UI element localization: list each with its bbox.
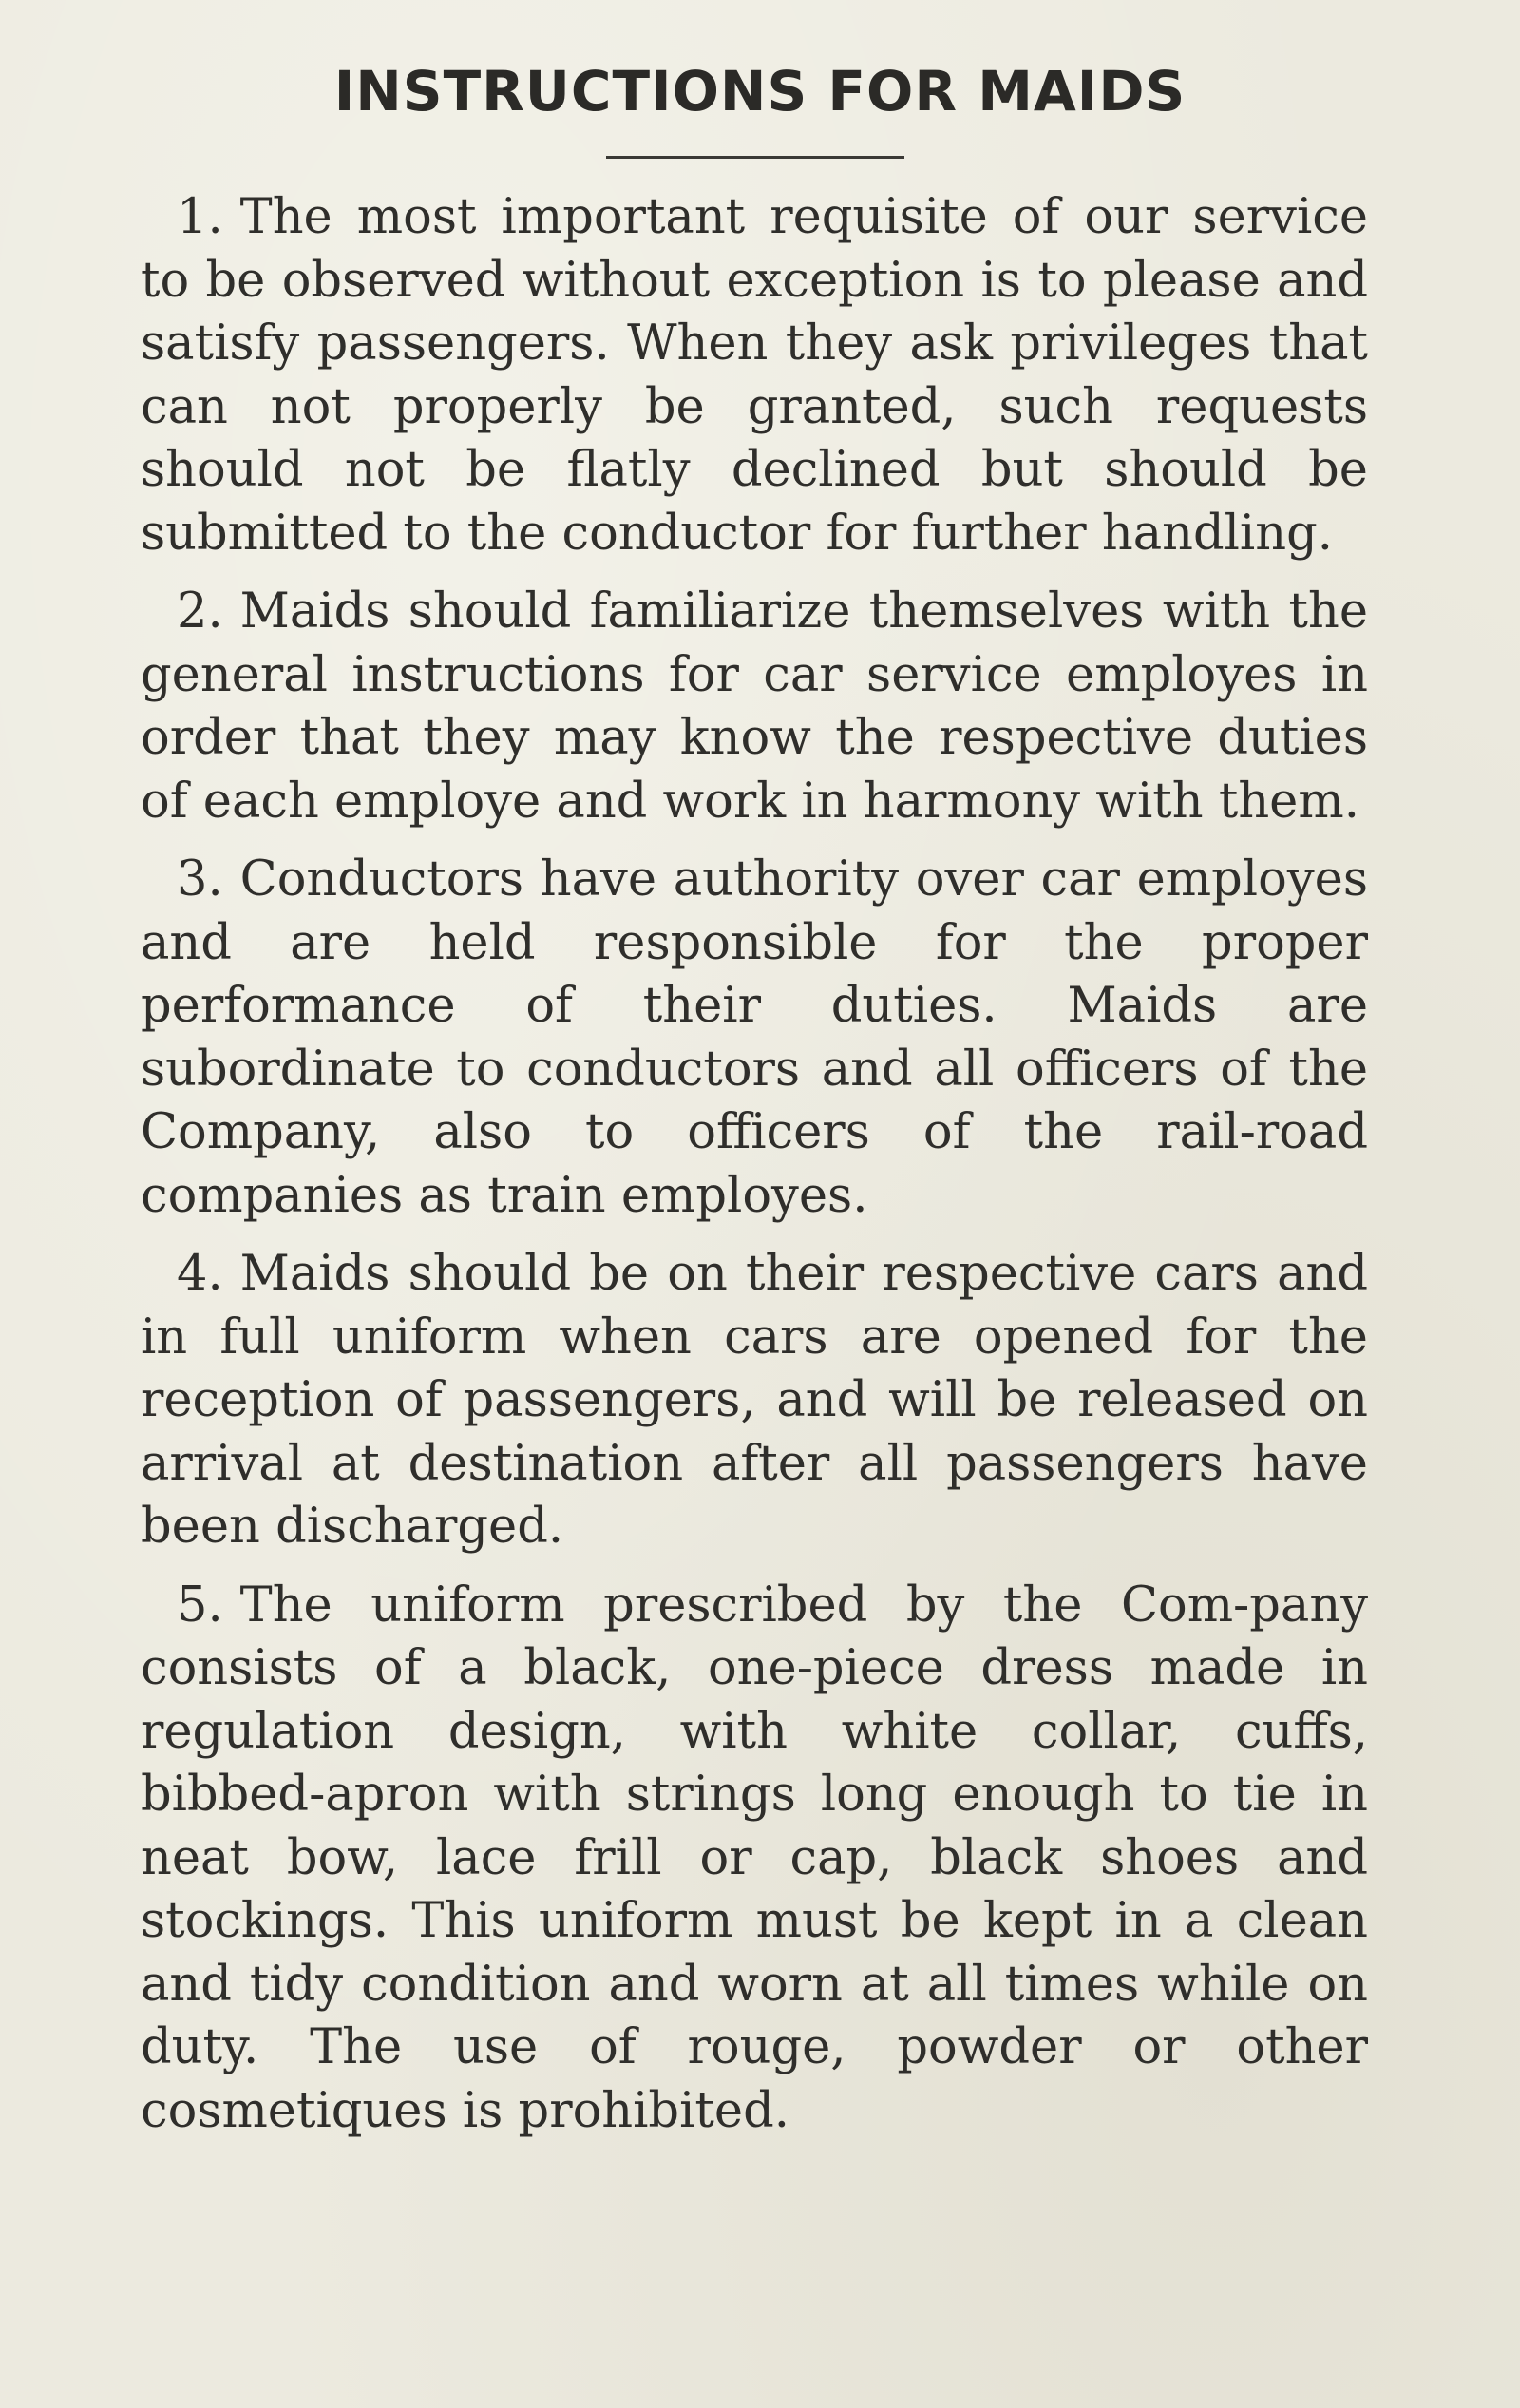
paragraph-number: 2.: [177, 583, 223, 640]
paragraph-text: The most important requisite of our service to be observed without exception is to please and satisfy passengers. When they ask privileges that can not properly be granted, such requests should not be flatly declined but should be submitted to the conductor for further handling.: [141, 189, 1368, 562]
instruction-paragraph-5: [141, 1575, 1368, 2144]
paragraph-text: Maids should be on their respective cars and in full uniform when cars are opened for the reception of passengers, and will be released on arrival at destination after all passengers have been discharged.: [141, 1246, 1368, 1555]
instruction-paragraph-4: [141, 1243, 1368, 1559]
paragraph-number: 4.: [177, 1246, 223, 1302]
instructions-body: [141, 186, 1368, 2158]
paragraph-number: 1.: [177, 189, 223, 245]
paragraph-text: The uniform prescribed by the Com-pany consists of a black, one-piece dress made in regulation design, with white collar, cuffs, bibbed-apron with strings long enough to tie in neat bow, lace frill or cap, black shoes and stockings. This uniform must be kept in a clean and tidy condition and worn at all times while on duty. The use of rouge, powder or other cosmetiques is prohibited.: [141, 1577, 1368, 2139]
instruction-paragraph-2: [141, 581, 1368, 833]
instruction-paragraph-3: [141, 849, 1368, 1228]
title-divider: [606, 156, 904, 159]
paragraph-number: 3.: [177, 851, 223, 908]
page-title: INSTRUCTIONS FOR MAIDS: [333, 59, 1187, 124]
paragraph-text: Conductors have authority over car employes and are held responsible for the proper performance of their duties. Maids are subordinate to conductors and all officers of the Company, also to officers of the rail-road companies as train employes.: [141, 851, 1368, 1224]
instruction-paragraph-1: [141, 186, 1368, 565]
paragraph-text: Maids should familiarize themselves with the general instructions for car service employes in order that they may know the respective duties of each employe and work in harmony with them.: [141, 583, 1368, 830]
paragraph-number: 5.: [177, 1577, 223, 1634]
